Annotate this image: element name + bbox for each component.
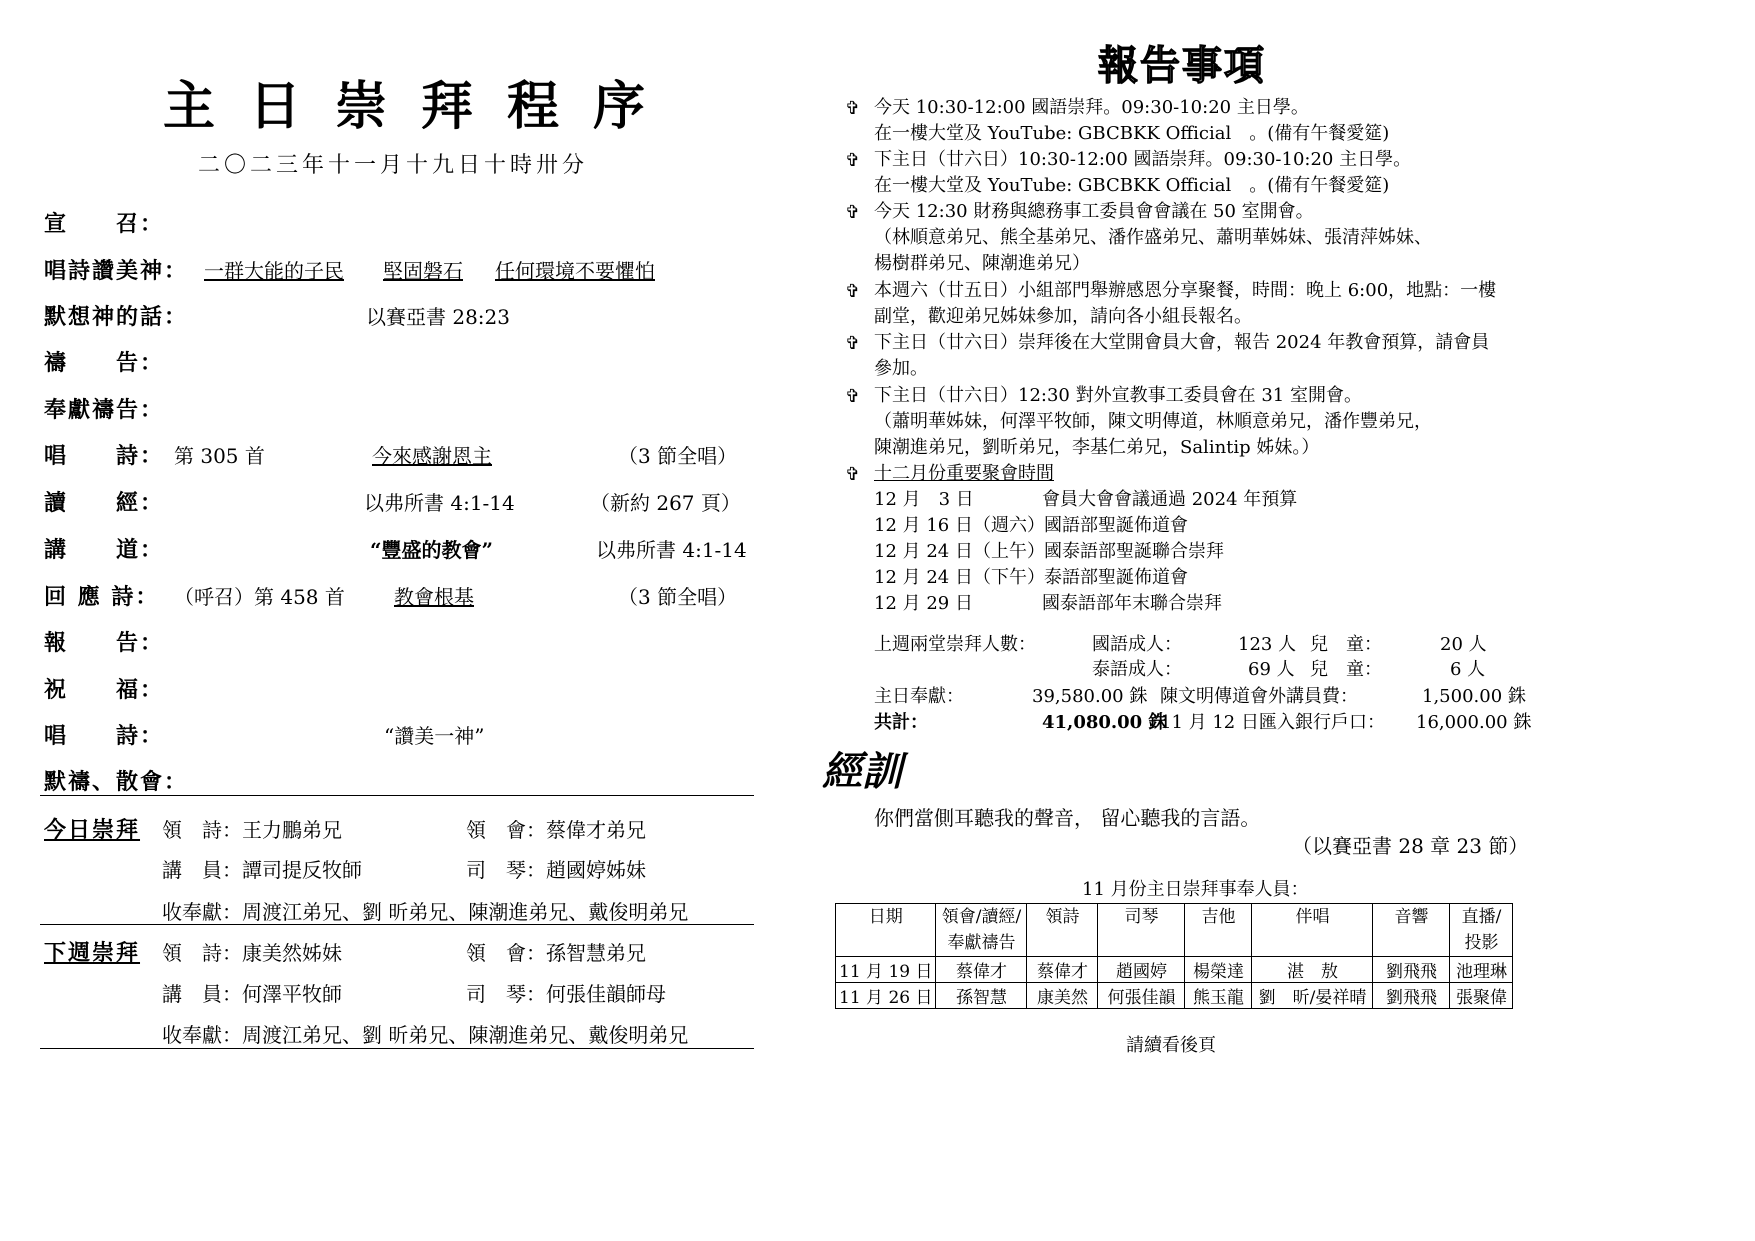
- next-offering: 周渡江弟兄、劉 昕弟兄、陳潮進弟兄、戴俊明弟兄: [242, 1023, 689, 1047]
- announcement-1: [874, 95, 1389, 147]
- roster-header-sound: 音響: [1373, 904, 1450, 957]
- table-row: [836, 957, 1513, 983]
- bank-deposit-amount: 16,000.00 銖: [1416, 712, 1532, 733]
- item-prayer-label: 禱 告：: [44, 351, 165, 376]
- roster-cell: 熊玉龍: [1185, 983, 1252, 1009]
- service-date: 二〇二三年十一月十九日十時卅分: [198, 153, 589, 178]
- sermon-title: “豐盛的教會”: [370, 538, 494, 562]
- roster-table: [835, 903, 1513, 1009]
- item-offering-prayer-label: 奉獻禱告：: [44, 398, 165, 423]
- announcement-5-line-1: 下主日（廿六日）崇拜後在大堂開會員大會，報告 2024 年教會預算，請會員: [874, 332, 1490, 353]
- item-report-label: 報 告：: [44, 631, 165, 656]
- announcement-2-line-2: 在一樓大堂及 YouTube: GBCBKK Official 。(備有午餐愛筵): [874, 175, 1390, 196]
- divider-next-top: [40, 924, 754, 925]
- reading-note: （新約 267 頁）: [590, 491, 741, 515]
- december-row-5-event: 國泰語部年末聯合崇拜: [1042, 593, 1222, 614]
- announcement-1-line-1: 今天 10:30-12:00 國語崇拜。09:30-10:20 主日學。: [874, 97, 1309, 118]
- mandarin-adult-label: 國語成人：: [1092, 634, 1182, 655]
- item-reading-label: 讀 經：: [44, 491, 165, 516]
- december-row-4-date: 12 月 24 日（下午）: [874, 567, 1045, 588]
- roster-cell: 蔡偉才: [936, 957, 1027, 983]
- table-row: [836, 983, 1513, 1009]
- total-amount: 41,080.00 銖: [1042, 712, 1167, 733]
- today-speaker: 譚司提反牧師: [242, 858, 362, 882]
- roster-cell: 劉飛飛: [1373, 983, 1450, 1009]
- cross-icon: ✞: [845, 98, 861, 119]
- thai-adult-label: 泰語成人：: [1092, 659, 1182, 680]
- announcement-6-line-1: 下主日（廿六日）12:30 對外宣教事工委員會在 31 室開會。: [874, 385, 1362, 406]
- announcement-4-line-2: 副堂，歡迎弟兄姊妹參加，請向各小組長報名。: [874, 306, 1252, 327]
- cross-icon: ✞: [845, 202, 861, 223]
- response-song: 教會根基: [394, 585, 474, 609]
- next-lead-poem-label: 領 詩：: [162, 941, 242, 965]
- announcement-1-line-2: 在一樓大堂及 YouTube: GBCBKK Official 。(備有午餐愛筵): [874, 123, 1390, 144]
- roster-header-backup-singers: 伴唱: [1252, 904, 1373, 957]
- announcement-6-line-3: 陳潮進弟兄，劉昕弟兄，李基仁弟兄，Salintip 姊妹。）: [874, 437, 1320, 458]
- today-lead: 蔡偉才弟兄: [546, 818, 646, 842]
- today-organ: 趙國婷姊妹: [546, 858, 646, 882]
- roster-cell: 池理琳: [1450, 957, 1513, 983]
- announcement-5-line-2: 參加。: [874, 358, 928, 379]
- next-speaker: 何澤平牧師: [242, 982, 342, 1006]
- roster-cell: 何張佳韻: [1098, 983, 1185, 1009]
- today-offering-label: 收奉獻：: [162, 900, 242, 924]
- roster-title: 11 月份主日崇拜事奉人員：: [1082, 879, 1309, 900]
- item-blessing-label: 祝 福：: [44, 678, 165, 703]
- item-call-label: 宣 召：: [44, 212, 165, 237]
- item-dismissal-label: 默禱、散會：: [44, 770, 189, 795]
- announcement-3-line-3: 楊樹群弟兄、陳潮進弟兄）: [874, 253, 1090, 274]
- lecture-fee-amount: 1,500.00 銖: [1422, 686, 1526, 707]
- december-row-1-event: 會員大會會議通過 2024 年預算: [1042, 489, 1298, 510]
- cross-icon: ✞: [845, 386, 861, 407]
- mandarin-child-label: 兒 童：: [1310, 634, 1382, 655]
- continue-note: 請續看後頁: [1126, 1035, 1216, 1056]
- next-service-label: 下週崇拜: [44, 941, 141, 966]
- december-row-5-date: 12 月 29 日: [874, 593, 973, 614]
- roster-cell: 湛 敖: [1252, 957, 1373, 983]
- mandarin-adult-count: 123 人: [1238, 634, 1297, 655]
- attendance-label: 上週兩堂崇拜人數：: [874, 634, 1036, 655]
- page-title: 主日崇拜程序: [163, 76, 680, 137]
- december-row-2-date: 12 月 16 日（週六）: [874, 515, 1045, 536]
- hymn-number: 第 305 首: [174, 444, 265, 468]
- divider-today-top: [40, 795, 754, 796]
- item-response-label: 回 應 詩：: [44, 585, 160, 610]
- december-heading: 十二月份重要聚會時間: [874, 463, 1054, 484]
- next-lead-label: 領 會：: [466, 941, 546, 965]
- announcement-3-line-2: （林順意弟兄、熊全基弟兄、潘作盛弟兄、蕭明華姊妹、張清萍姊妹、: [874, 227, 1432, 248]
- roster-cell: 孫智慧: [936, 983, 1027, 1009]
- motto-reference: （以賽亞書 28 章 23 節）: [1292, 834, 1529, 858]
- december-row-2-event: 國語部聖誕佈道會: [1044, 515, 1188, 536]
- today-lead-poem-label: 領 詩：: [162, 818, 242, 842]
- today-offering: 周渡江弟兄、劉 昕弟兄、陳潮進弟兄、戴俊明弟兄: [242, 900, 689, 924]
- roster-cell: 劉飛飛: [1373, 957, 1450, 983]
- today-lead-poem: 王力鵬弟兄: [242, 818, 342, 842]
- roster-header-pianist: 司琴: [1098, 904, 1185, 957]
- praise-song-3: 任何環境不要懼怕: [495, 259, 655, 283]
- next-lead-poem: 康美然姊妹: [242, 941, 342, 965]
- announcement-4: [874, 278, 1496, 330]
- announcement-3: [874, 199, 1432, 277]
- announcement-2-line-1: 下主日（廿六日）10:30-12:00 國語崇拜。09:30-10:20 主日學。: [874, 149, 1412, 170]
- next-lead: 孫智慧弟兄: [546, 941, 646, 965]
- announcement-3-line-1: 今天 12:30 財務與總務事工委員會會議在 50 室開會。: [874, 201, 1314, 222]
- offering-label: 主日奉獻：: [874, 686, 964, 707]
- roster-cell: 11 月 19 日: [836, 957, 936, 983]
- roster-header-song-leader: 領詩: [1027, 904, 1098, 957]
- roster-cell: 11 月 26 日: [836, 983, 936, 1009]
- next-organ-label: 司 琴：: [466, 982, 546, 1006]
- announcement-5: [874, 330, 1489, 382]
- meditation-text: 以賽亞書 28:23: [366, 305, 510, 329]
- cross-icon: ✞: [845, 333, 861, 354]
- roster-cell: 楊榮達: [1185, 957, 1252, 983]
- mandarin-child-count: 20 人: [1440, 634, 1487, 655]
- divider-next-bottom: [40, 1048, 754, 1049]
- december-row-4-event: 泰語部聖誕佈道會: [1044, 567, 1188, 588]
- sermon-ref: 以弗所書 4:1-14: [596, 538, 747, 562]
- today-service-label: 今日崇拜: [44, 818, 141, 843]
- roster-cell: 康美然: [1027, 983, 1098, 1009]
- praise-song-2: 堅固磐石: [383, 259, 463, 283]
- hymn-note: （3 節全唱）: [618, 444, 738, 468]
- thai-adult-count: 69 人: [1248, 659, 1295, 680]
- roster-header-row: [836, 904, 1513, 957]
- offering-amount: 39,580.00 銖: [1032, 686, 1148, 707]
- cross-icon: ✞: [845, 150, 861, 171]
- item-sermon-label: 講 道：: [44, 538, 165, 563]
- next-organ: 何張佳韻師母: [546, 982, 666, 1006]
- announcement-6-line-2: （蕭明華姊妹，何澤平牧師，陳文明傳道，林順意弟兄，潘作豐弟兄，: [874, 411, 1432, 432]
- december-row-3-date: 12 月 24 日（上午）: [874, 541, 1045, 562]
- response-number: （呼召）第 458 首: [174, 585, 345, 609]
- thai-child-label: 兒 童：: [1310, 659, 1382, 680]
- announcement-6: [874, 383, 1432, 461]
- announcements-title: 報告事項: [1098, 42, 1266, 89]
- roster-cell: 趙國婷: [1098, 957, 1185, 983]
- cross-icon: ✞: [845, 281, 861, 302]
- december-row-1-date: 12 月 3 日: [874, 489, 974, 510]
- response-note: （3 節全唱）: [618, 585, 738, 609]
- announcement-4-line-1: 本週六（廿五日）小組部門舉辦感恩分享聚餐，時間：晚上 6:00，地點：一樓: [874, 280, 1497, 301]
- roster-cell: 張聚偉: [1450, 983, 1513, 1009]
- roster-header-livestream: 直播/ 投影: [1450, 904, 1513, 957]
- thai-child-count: 6 人: [1450, 659, 1486, 680]
- roster-cell: 蔡偉才: [1027, 957, 1098, 983]
- motto-text: 你們當側耳聽我的聲音， 留心聽我的言語。: [874, 806, 1261, 830]
- item-meditation-label: 默想神的話：: [44, 305, 189, 330]
- item-hymn-label: 唱 詩：: [44, 444, 165, 469]
- roster-header-date: 日期: [836, 904, 936, 957]
- december-row-3-event: 國泰語部聖誕聯合崇拜: [1044, 541, 1224, 562]
- next-offering-label: 收奉獻：: [162, 1023, 242, 1047]
- roster-header-leader: 領會/讀經/ 奉獻禱告: [936, 904, 1027, 957]
- item-praise-label: 唱詩讚美神：: [44, 259, 189, 284]
- today-speaker-label: 講 員：: [162, 858, 242, 882]
- closing-hymn-title: “讚美一神”: [384, 724, 485, 748]
- cross-icon: ✞: [845, 464, 861, 485]
- next-speaker-label: 講 員：: [162, 982, 242, 1006]
- today-organ-label: 司 琴：: [466, 858, 546, 882]
- praise-song-1: 一群大能的子民: [204, 259, 344, 283]
- announcement-2: [874, 147, 1411, 199]
- total-label: 共計：: [874, 712, 928, 733]
- bank-deposit-label: 11 月 12 日匯入銀行戶口：: [1160, 712, 1385, 733]
- lecture-fee-label: 陳文明傳道會外講員費：: [1160, 686, 1358, 707]
- motto-title: 經訓: [822, 748, 902, 795]
- reading-text: 以弗所書 4:1-14: [364, 491, 515, 515]
- roster-header-guitar: 吉他: [1185, 904, 1252, 957]
- roster-cell: 劉 昕/晏祥晴: [1252, 983, 1373, 1009]
- today-lead-label: 領 會：: [466, 818, 546, 842]
- hymn-title: 今來感謝恩主: [372, 444, 492, 468]
- item-closing-hymn-label: 唱 詩：: [44, 724, 165, 749]
